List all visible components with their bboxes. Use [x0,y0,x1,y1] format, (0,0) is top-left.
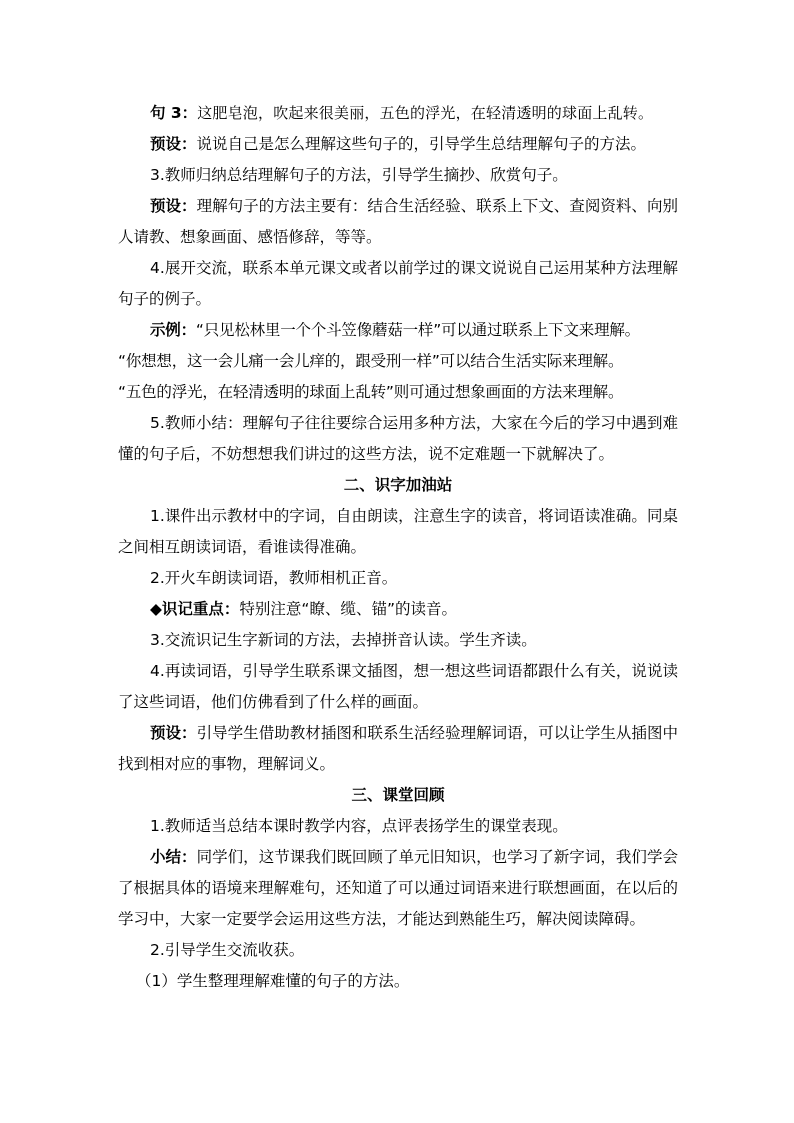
paragraph-literacy-2: 2.开火车朗读词语，教师相机正音。 [150,569,398,587]
key-point-text: 特别注意“瞭、缆、锚”的读音。 [239,600,457,618]
label-example: 示例： [150,321,196,339]
paragraph-review-2-1: （1）学生整理理解难懂的句子的方法。 [136,972,410,990]
label-key-point: ◆识记重点： [150,600,240,618]
label-summary: 小结： [150,848,197,866]
paragraph-step-4: 4.展开交流，联系本单元课文或者以前学过的课文说说自己运用某种方法理解句子的例子。 [118,259,678,308]
label-preset-1: 预设： [150,135,197,153]
example-text: “只见松林里一个个斗笠像蘑菇一样”可以通过联系上下文来理解。 [195,321,640,339]
sentence-3-text: 这肥皂泡，吹起来很美丽，五色的浮光，在轻清透明的球面上乱转。 [197,104,654,122]
document-page [118,98,678,997]
preset-1-text: 说说自己是怎么理解这些句子的，引导学生总结理解句子的方法。 [196,135,647,153]
paragraph-sentence-3 [118,98,678,129]
section-heading-2: 二、识字加油站 [343,476,453,494]
label-preset-3: 预设： [150,724,197,742]
paragraph-preset-1 [118,129,678,160]
paragraph-review-1: 1.教师适当总结本课时教学内容，点评表扬学生的课堂表现。 [150,817,568,835]
paragraph-step-5: 5.教师小结：理解句子往往要综合运用多种方法，大家在今后的学习中遇到难懂的句子后，不妨想想我们讲过的这些方法，说不定难题一下就解决了。 [118,414,678,463]
paragraph-literacy-3: 3.交流识记生字新词的方法，去掉拼音认读。学生齐读。 [150,631,537,649]
paragraph-literacy-1: 1.课件出示教材中的字词，自由朗读，注意生字的读音，将词语读准确。同桌之间相互朗读词语，看谁读得准确。 [118,507,678,556]
preset-2-text: 理解句子的方法主要有：结合生活经验、联系上下文、查阅资料、向别人请教、想象画面、感悟修辞，等等。 [118,197,678,246]
paragraph-example-2: “你想想，这一会儿痛一会儿痒的，跟受刑一样”可以结合生活实际来理解。 [118,352,624,370]
paragraph-summary [118,842,678,935]
label-preset-2: 预设： [150,197,197,215]
paragraph-step-3: 3.教师归纳总结理解句子的方法，引导学生摘抄、欣赏句子。 [150,166,568,184]
paragraph-review-2: 2.引导学生交流收获。 [150,941,305,959]
paragraph-preset-3 [118,718,678,780]
preset-3-text: 引导学生借助教材插图和联系生活经验理解词语，可以让学生从插图中找到相对应的事物，理解词义。 [118,724,678,773]
section-heading-3: 三、课堂回顾 [351,786,445,804]
paragraph-literacy-4: 4.再读词语，引导学生联系课文插图，想一想这些词语都跟什么有关，说说读了这些词语，他们仿佛看到了什么样的画面。 [118,662,678,711]
summary-text: 同学们，这节课我们既回顾了单元旧知识，也学习了新字词，我们学会了根据具体的语境来理解难句，还知道了可以通过词语来进行联想画面，在以后的学习中，大家一定要学会运用这些方法，才能达到熟能生巧，解决阅读障碍。 [118,848,678,928]
label-sentence-3: 句 3： [150,104,198,122]
paragraph-preset-2 [118,191,678,253]
paragraph-example [118,315,678,346]
paragraph-example-3: “五色的浮光，在轻清透明的球面上乱转”则可通过想象画面的方法来理解。 [118,383,624,401]
paragraph-key-point [118,594,678,625]
